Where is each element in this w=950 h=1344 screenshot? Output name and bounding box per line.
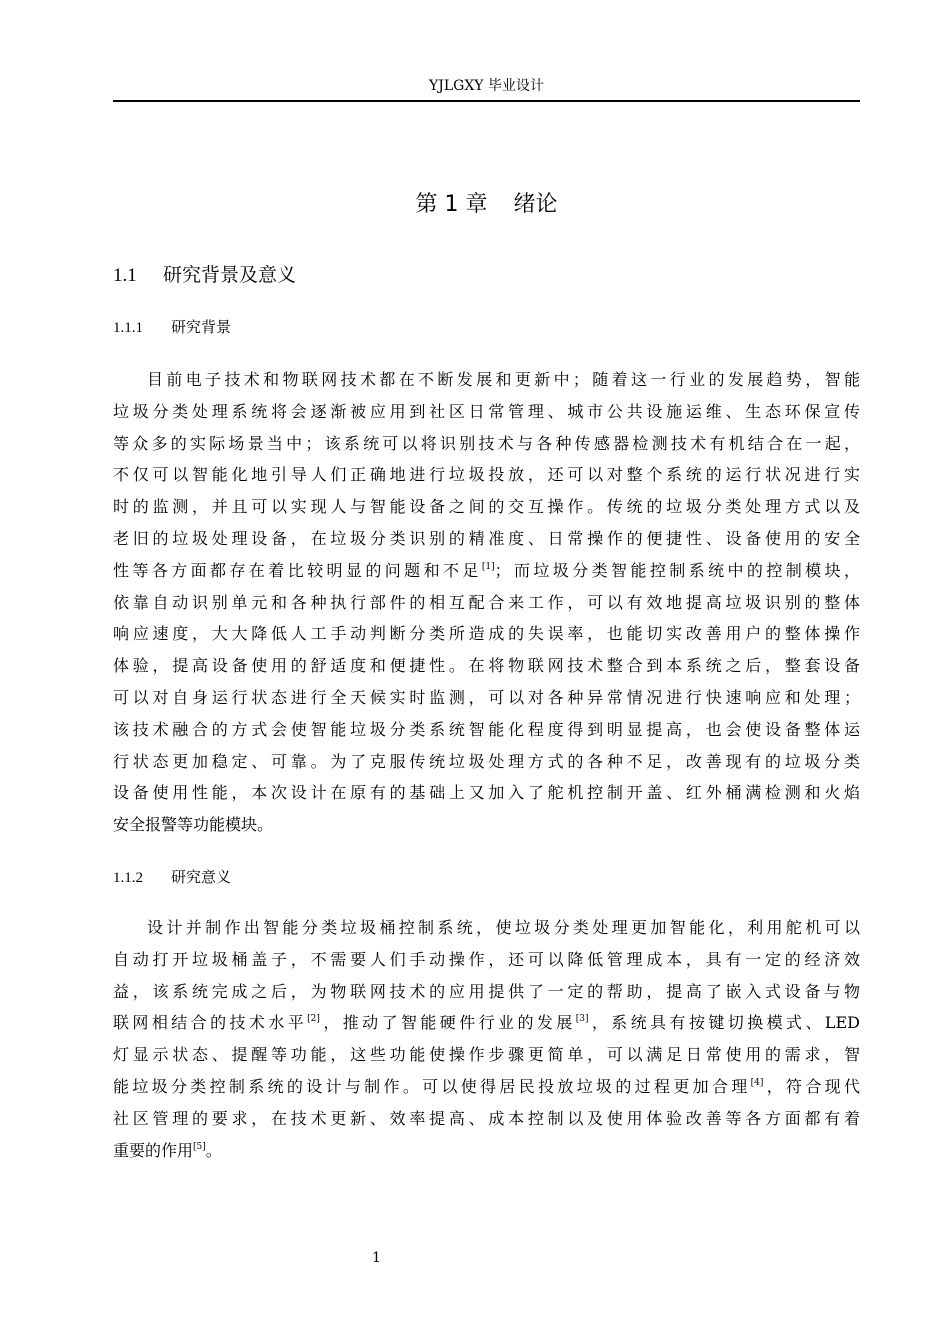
text-line: 时的监测，并且可以实现人与智能设备之间的交互操作。传统的垃圾分类处理方式以及 [113, 497, 860, 517]
text-line: 社区管理的要求，在技术更新、效率提高、成本控制以及使用体验改善等各方面都有着 [113, 1108, 860, 1128]
subsection-title: 研究意义 [171, 868, 232, 886]
text-line: 益，该系统完成之后，为物联网技术的应用提供了一定的帮助，提高了嵌入式设备与物 [113, 981, 860, 1001]
text-run: ；而垃圾分类智能控制系统中的控制模块， [494, 560, 860, 580]
text-line: 设备使用性能，本次设计在原有的基础上又加入了舵机控制开盖、红外桶满检测和火焰 [113, 783, 860, 803]
text-run: 。 [205, 1140, 222, 1160]
subsection-number: 1.1.2 [113, 870, 143, 886]
text-run: ，系统具有按键切换模式、LED [588, 1013, 860, 1033]
text-line: 体验，提高设备使用的舒适度和便捷性。在将物联网技术整合到本系统之后，整套设备 [113, 656, 860, 676]
section-heading-1-1 [113, 261, 296, 290]
text-line [113, 555, 860, 587]
text-run: ，符合现代 [763, 1076, 860, 1096]
text-line: 响应速度，大大降低人工手动判断分类所造成的失误率，也能切实改善用户的整体操作 [113, 624, 860, 644]
text-line [113, 1071, 860, 1103]
citation-ref: [5] [193, 1141, 206, 1152]
citation-ref: [3] [575, 1014, 589, 1025]
text-run: 能垃圾分类控制系统的设计与制作。可以使得居民投放垃圾的过程更加合理 [113, 1076, 751, 1096]
chapter-title [113, 190, 860, 220]
text-line: 可以对自身运行状态进行全天候实时监测，可以对各种异常情况进行快速响应和处理； [113, 687, 860, 707]
text-line: 灯显示状态、提醒等功能，这些功能使操作步骤更简单，可以满足日常使用的需求，智 [113, 1045, 860, 1065]
text-line: 依靠自动识别单元和各种执行部件的相互配合来工作，可以有效地提高垃圾识别的整体 [113, 592, 860, 612]
subsection-number: 1.1.1 [113, 320, 143, 336]
section-number: 1.1 [113, 265, 137, 286]
page-number: 1 [372, 1250, 381, 1266]
text-line: 目前电子技术和物联网技术都在不断发展和更新中；随着这一行业的发展趋势，智能 [147, 370, 860, 389]
chapter-name: 绪论 [513, 192, 558, 217]
page-header: YJLGXY 毕业设计 [429, 78, 544, 94]
text-run: 重要的作用 [113, 1140, 194, 1160]
text-line: 自动打开垃圾桶盖子，不需要人们手动操作，还可以降低管理成本，具有一定的经济效 [113, 949, 860, 969]
text-line: 该技术融合的方式会使智能垃圾分类系统智能化程度得到明显提高，也会使设备整体运 [113, 719, 860, 739]
text-line: 垃圾分类处理系统将会逐渐被应用到社区日常管理、城市公共设施运维、生态环保宣传 [113, 401, 860, 421]
citation-ref: [2] [307, 1014, 320, 1025]
citation-ref: [1] [481, 561, 495, 572]
text-line: 老旧的垃圾处理设备，在垃圾分类识别的精准度、日常操作的便捷性、设备使用的安全 [113, 528, 860, 548]
subsection-title: 研究背景 [171, 318, 232, 336]
subsection-heading-1-1-2 [113, 866, 231, 889]
text-line [113, 1007, 860, 1039]
text-line: 不仅可以智能化地引导人们正确地进行垃圾投放，还可以对整个系统的运行状况进行实 [113, 465, 860, 485]
chapter-number: 第 1 章 [415, 192, 488, 217]
subsection-heading-1-1-1 [113, 316, 231, 339]
text-line [113, 1135, 860, 1167]
text-run: 性等各方面都存在着比较明显的问题和不足 [113, 560, 482, 580]
text-run: 联网相结合的技术水平 [113, 1013, 308, 1033]
citation-ref: [4] [750, 1077, 764, 1088]
text-line: 行状态更加稳定、可靠。为了克服传统垃圾处理方式的各种不足，改善现有的垃圾分类 [113, 751, 860, 771]
text-line: 设计并制作出智能分类垃圾桶控制系统，使垃圾分类处理更加智能化，利用舵机可以 [147, 918, 860, 937]
paragraph-research-significance [113, 912, 860, 1166]
paragraph-research-background [113, 364, 860, 841]
text-run: ，推动了智能硬件行业的发展 [319, 1013, 576, 1033]
section-title: 研究背景及意义 [163, 264, 297, 286]
text-line: 安全报警等功能模块。 [113, 815, 274, 835]
header-rule [113, 100, 860, 102]
text-line: 等众多的实际场景当中；该系统可以将识别技术与各种传感器检测技术有机结合在一起， [113, 433, 860, 453]
